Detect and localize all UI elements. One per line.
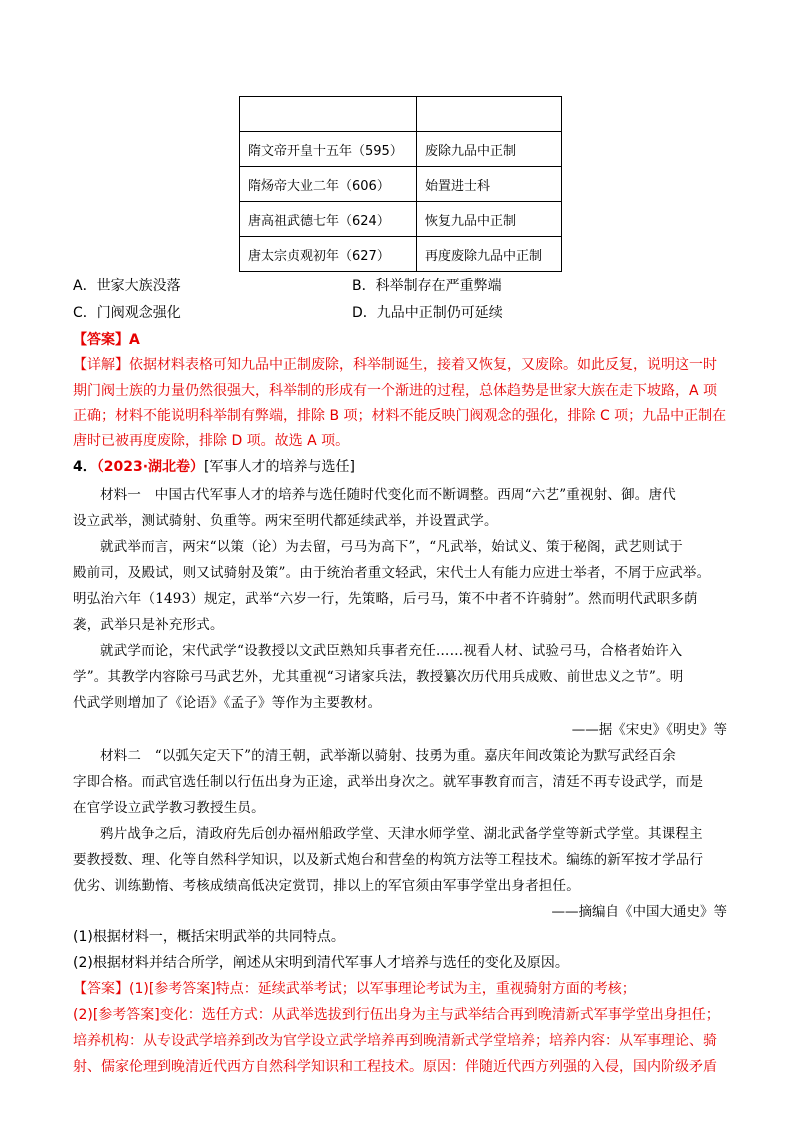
table-row bbox=[240, 202, 562, 237]
material-line: 要教授数、理、化等自然科学知识，以及新式炮台和营垒的构筑方法等工程技术。编练的新军按才学品行 bbox=[73, 852, 704, 868]
material-line: 就武学而论，宋代武学“设教授以文武臣熟知兵事者充任……视看人材、试验弓马，合格者始许入 bbox=[100, 643, 683, 659]
material-line: 学”。其教学内容除弓马武艺外，尤其重视“习诸家兵法，教授纂次历代用兵成败、前世忠义之节”。明 bbox=[73, 669, 684, 685]
detail-line: 唐时已被再度废除，排除 D 项。故选 A 项。 bbox=[73, 433, 350, 449]
detail-line: 期门阀士族的力量仍然很强大，科举制的形成有一个渐进的过程，总体趋势是世家大族在走下坡路，A 项 bbox=[73, 383, 718, 399]
material-line: 字即合格。而武官选任制以行伍出身为正途，武举出身次之。就军事教育而言，清廷不再专设武学，而是 bbox=[73, 774, 704, 790]
question-topic: [军事人才的培养与选任] bbox=[204, 459, 355, 475]
question-heading bbox=[73, 456, 355, 476]
option-d: D．九品中正制仍可延续 bbox=[352, 305, 503, 321]
table-row bbox=[240, 167, 562, 202]
answer-line: 培养机构：从专设武学培养到改为官学设立武学培养再到晚清新式学堂培养；培养内容：从军事理论、骑 bbox=[73, 1033, 717, 1049]
material-line: 优劣、训练勤惰、考核成绩高低决定赏罚，排以上的军官须由军事学堂出身者担任。 bbox=[73, 878, 580, 894]
material-line: 明弘治六年（1493）规定，武举“六岁一行，先策略，后弓马，策不中者不许骑射”。然而明代武职多荫 bbox=[73, 591, 698, 607]
material-source: ——据《宋史》《明史》等 bbox=[571, 722, 727, 738]
table-cell: 隋炀帝大业二年（606） bbox=[240, 167, 417, 202]
subquestion: (1)根据材料一，概括宋明武举的共同特点。 bbox=[73, 929, 345, 945]
option-b: B．科举制存在严重弊端 bbox=[352, 278, 502, 294]
table-cell: 始置进士科 bbox=[417, 167, 562, 202]
material-line: 代武学则增加了《论语》《孟子》等作为主要教材。 bbox=[73, 695, 382, 711]
table-cell: 恢复九品中正制 bbox=[417, 202, 562, 237]
material-line: 设立武举，测试骑射、负重等。两宋至明代都延续武举，并设置武学。 bbox=[73, 513, 498, 529]
answer-line: 射、儒家伦理到晚清近代西方自然科学知识和工程技术。原因：伴随近代西方列强的入侵，国内阶级矛盾 bbox=[73, 1059, 717, 1075]
material-line: 在官学设立武学教习教授生员。 bbox=[73, 800, 265, 816]
question-number: 4． bbox=[73, 459, 97, 475]
table-cell: 隋文帝开皇十五年（595） bbox=[240, 132, 417, 167]
material-line: 鸦片战争之后，清政府先后创办福州船政学堂、天津水师学堂、湖北武备学堂等新式学堂。其课程主 bbox=[100, 826, 703, 842]
table-cell: 唐高祖武德七年（624） bbox=[240, 202, 417, 237]
table-cell bbox=[417, 97, 562, 132]
table-cell bbox=[240, 97, 417, 132]
material-source: ——摘编自《中国大通史》等 bbox=[551, 904, 727, 920]
material-line: 殿前司，及殿试，则又试骑射及策”。由于统治者重文轻武，宋代士人有能力应进士举者，不屑于应武举。 bbox=[73, 565, 711, 581]
table-cell: 再度废除九品中正制 bbox=[417, 237, 562, 272]
subquestion: (2)根据材料并结合所学，阐述从宋明到清代军事人才培养与选任的变化及原因。 bbox=[73, 955, 569, 971]
table-row bbox=[240, 132, 562, 167]
material-line: 袭，武举只是补充形式。 bbox=[73, 617, 224, 633]
material-line: 材料一 中国古代军事人才的培养与选任随时代变化而不断调整。西周“六艺”重视射、御。唐代 bbox=[100, 487, 676, 503]
history-table bbox=[239, 96, 562, 272]
material-line: 材料二 “以弧矢定天下”的清王朝，武举渐以骑射、技勇为重。嘉庆年间改策论为默写武经百余 bbox=[100, 748, 676, 764]
answer-label: 【答案】A bbox=[73, 332, 140, 348]
answer-line: 【答案】(1)[参考答案]特点：延续武举考试；以军事理论考试为主，重视骑射方面的考核； bbox=[73, 981, 636, 997]
table-row bbox=[240, 237, 562, 272]
table-cell: 唐太宗贞观初年（627） bbox=[240, 237, 417, 272]
answer-line: (2)[参考答案]变化：选任方式：从武举选拔到行伍出身为主与武举结合再到晚清新式军事学堂出身担任； bbox=[73, 1007, 720, 1023]
detail-line: 【详解】依据材料表格可知九品中正制废除，科举制诞生，接着又恢复，又废除。如此反复，说明这一时 bbox=[73, 357, 717, 373]
material-line: 就武举而言，两宋“以策（论）为去留，弓马为高下”，“凡武举，始试义、策于秘阁，武艺则试于 bbox=[100, 539, 684, 555]
table-row bbox=[240, 97, 562, 132]
detail-line: 正确；材料不能说明科举制有弊端，排除 B 项；材料不能反映门阀观念的强化，排除 C 项；九品中正制在 bbox=[73, 408, 727, 424]
table-cell: 废除九品中正制 bbox=[417, 132, 562, 167]
option-a: A．世家大族没落 bbox=[73, 278, 181, 294]
option-c: C．门阀观念强化 bbox=[73, 305, 181, 321]
question-source: （2023·湖北卷） bbox=[96, 459, 205, 475]
